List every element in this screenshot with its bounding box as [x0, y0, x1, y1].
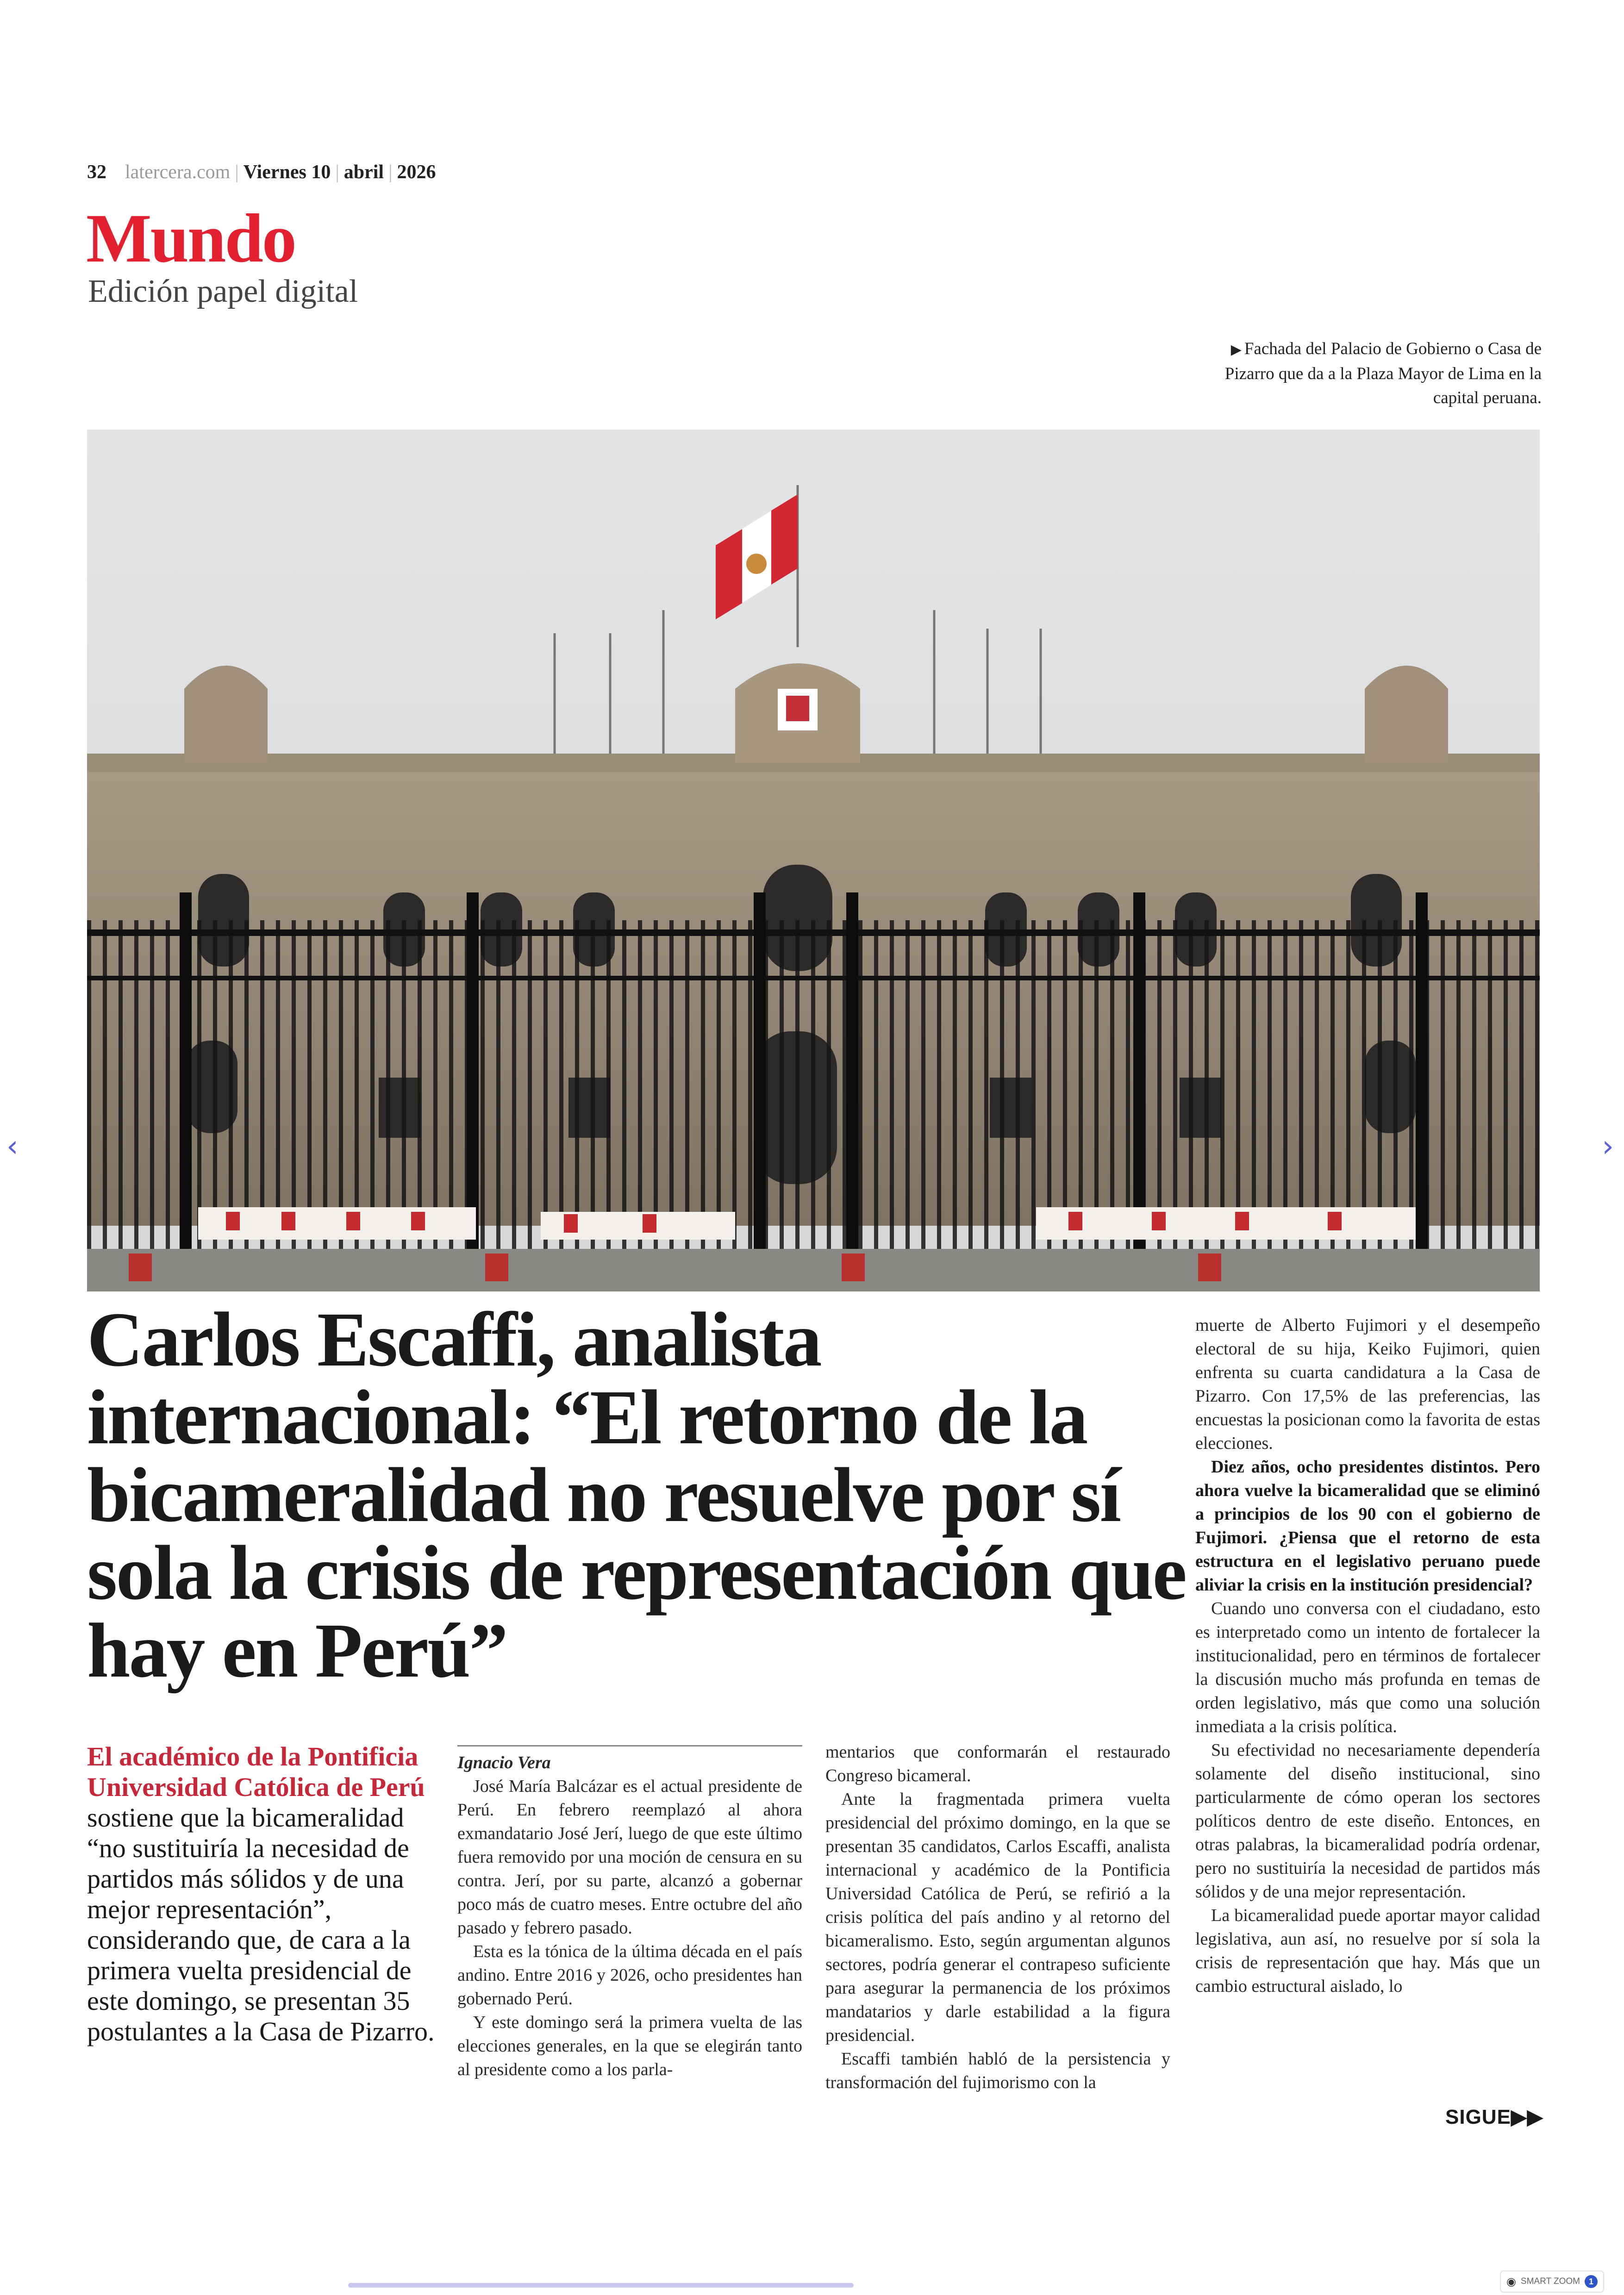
- article-lead: [87, 1741, 439, 2047]
- site-name: latercera.com: [125, 162, 231, 183]
- smart-zoom-badge: 1: [1585, 2275, 1598, 2288]
- article-photo: [87, 430, 1540, 1291]
- paragraph: La bicameralidad puede aportar mayor calidad legislativa, aun así, no resuelve por sí sola la crisis de representación que hay. Más que un cambio estructural aislado, lo: [1195, 1906, 1540, 1996]
- caption-arrow-icon: ▶: [1230, 342, 1242, 357]
- paragraph: Su efectividad no necesariamente dependería solamente del diseño institucional, sino particularmente de cómo operan los sectores políticos dentro de este diseño. Entonces, en otras palabras, la bicameralidad podría ordenar, pero no sustituiría la necesidad de partidos más sólidos y de una mejor representación.: [1195, 1740, 1540, 1902]
- paragraph: Ante la fragmentada primera vuelta presidencial del próximo domingo, en la que se presentan 35 candidatos, Carlos Escaffi, analista internacional y académico de la Pontificia Universidad Católica de Perú, se refirió a la crisis política del país andino y al retorno del bicameralismo. Esto, según argumentan algunos sectores, podría generar el contrapeso suficiente para asegurar la permanencia de los próximos mandatarios y darle estabilidad a la figura presidencial.: [825, 1790, 1170, 2045]
- continue-label: SIGUE: [1445, 2106, 1511, 2128]
- interview-question: Diez años, ocho presidentes distintos. Pero ahora vuelve la bicameralidad que se eliminó a principios de los 90 con el gobierno de Fujimori. ¿Piensa que el retorno de esta estructura en el legislativo peruano puede aliviar la crisis en la institución presidencial?: [1195, 1457, 1540, 1595]
- article-column-2: [825, 1740, 1170, 2095]
- paragraph: mentarios que conformarán el restaurado Congreso bicameral.: [825, 1742, 1170, 1785]
- smart-zoom-button[interactable]: [1500, 2270, 1604, 2293]
- palace-illustration: [87, 430, 1540, 1291]
- next-page-button[interactable]: ›: [1602, 1129, 1614, 1164]
- page-scrollbar[interactable]: [348, 2283, 854, 2288]
- issue-month: abril: [344, 162, 384, 183]
- paragraph: muerte de Alberto Fujimori y el desempeño electoral de su hija, Keiko Fujimori, quien enfrenta su cuarta candidatura a la Casa de Pizarro. Con 17,5% de las preferencias, las encuestas la posicionan como la favorita de estas elecciones.: [1195, 1316, 1540, 1453]
- continue-arrows-icon: ▶▶: [1511, 2106, 1543, 2128]
- section-title: Mundo: [86, 200, 295, 277]
- folio-line: 32 latercera.com | Viernes 10 | abril | 2026: [87, 162, 436, 183]
- page-number: 32: [87, 162, 106, 183]
- paragraph: José María Balcázar es el actual presidente de Perú. En febrero reemplazó al ahora exmandatario José Jerí, luego de que este último fuera removido por una moción de censura en su contra. Jerí, por su parte, alcanzó a gobernar poco más de cuatro meses. Entre octubre del año pasado y febrero pasado.: [457, 1777, 802, 1938]
- photo-caption-text: Fachada del Palacio de Gobierno o Casa de Pizarro que da a la Plaza Mayor de Lima en la capital peruana.: [1224, 339, 1542, 407]
- previous-page-button[interactable]: ‹: [6, 1129, 19, 1164]
- eye-icon: ◉: [1506, 2275, 1516, 2288]
- edition-label: Edición papel digital: [88, 274, 358, 309]
- issue-year: 2026: [397, 162, 436, 183]
- article-column-3: [1195, 1314, 1540, 1998]
- byline: Ignacio Vera: [457, 1745, 802, 1775]
- paragraph: Esta es la tónica de la última década en el país andino. Entre 2016 y 2026, ocho presidentes han gobernado Perú.: [457, 1942, 802, 2008]
- paragraph: Escaffi también habló de la persistencia y transformación del fujimorismo con la: [825, 2049, 1170, 2092]
- photo-caption: [1208, 337, 1542, 410]
- issue-day: Viernes 10: [243, 162, 331, 183]
- continue-marker: [1445, 2105, 1543, 2129]
- paragraph: Cuando uno conversa con el ciudadano, esto es interpretado como un intento de fortalecer la institucionalidad, pero en términos de fortalecer la discusión mucho más profunda en temas de orden legislativo, más que como una solución inmediata a la crisis política.: [1195, 1599, 1540, 1736]
- smart-zoom-label: SMART ZOOM: [1520, 2276, 1580, 2286]
- article-headline: Carlos Escaffi, analista internacional: “El retorno de la bicameralidad no resuelve por sí sola la crisis de representación que hay en Perú”: [87, 1297, 1186, 1694]
- lead-highlight: El académico de la Pontificia Universidad Católica de Perú: [87, 1741, 425, 1802]
- lead-text: sostiene que la bicameralidad “no sustituiría la necesidad de partidos más sólidos y de una mejor representación”, considerando que, de cara a la primera vuelta presidencial de este domingo, se presentan 35 postulantes a la Casa de Pizarro.: [87, 1802, 435, 2046]
- paragraph: Y este domingo será la primera vuelta de las elecciones generales, en la que se elegirán tanto al presidente como a los parla-: [457, 2013, 802, 2079]
- article-column-1: [457, 1745, 802, 2082]
